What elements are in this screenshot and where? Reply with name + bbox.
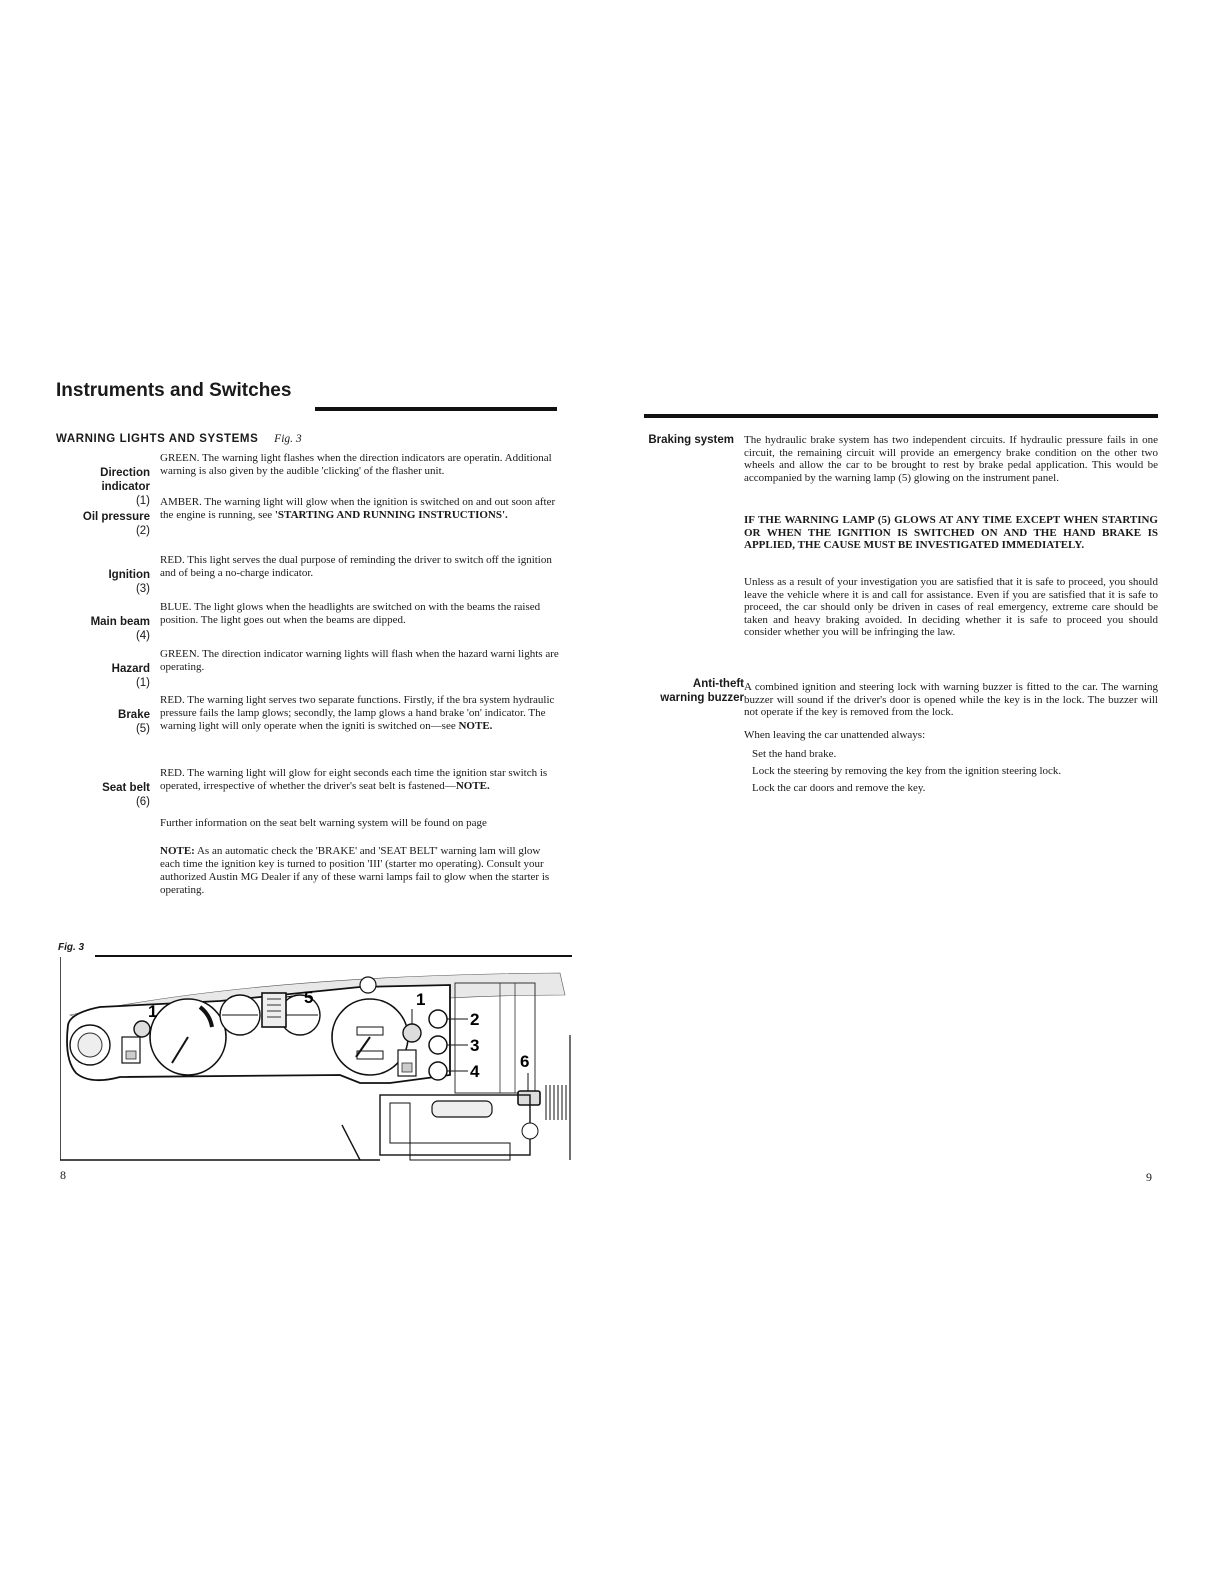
callout-2: 2 xyxy=(470,1010,480,1029)
entry-text: RED. This light serves the dual purpose of reminding the driver to switch off the ignition and of being a no-charge indicator. xyxy=(160,554,552,579)
entry-label xyxy=(20,767,150,823)
entry-text-ref: 'STARTING AND RUNNING INSTRUCTIONS'. xyxy=(274,509,508,521)
entry-label-text: Oil pressure xyxy=(82,511,150,523)
entry-label-text: Hazard xyxy=(111,663,150,675)
entry-number: (4) xyxy=(135,630,150,642)
callout-5: 5 xyxy=(304,988,314,1007)
warning-lamp-3 xyxy=(429,1036,447,1054)
entry-label-text: Brake xyxy=(118,709,150,721)
braking-label: Braking system xyxy=(648,434,734,446)
note-text: As an automatic check the 'BRAKE' and 'SEAT BELT' warning lam will glow each time the ignition key is turned to position 'III' (starter mo operating). Consult your authorized Austin MG Dealer if any of these warni lamps fail to glow when the starter is operating. xyxy=(160,845,550,896)
callout-1-right: 1 xyxy=(416,990,426,1009)
list-item: Set the hand brake. xyxy=(752,748,837,760)
braking-paragraph-3: Unless as a result of your investigation you are satisfied that it is safe to proceed, you should leave the vehicle where it is and call for assistance. Even if you are satisfied that it is safe to proceed, the car should only be driven in cases of real emergency, extreme care should be taken and heavy braking avoided. In deciding whether it is safe to proceed you should consider whether you will be infringing the law. xyxy=(744,576,1158,638)
list-item: Lock the car doors and remove the key. xyxy=(752,782,926,794)
page-number-left: 8 xyxy=(60,1168,66,1182)
entry-number: (1) xyxy=(135,677,150,689)
entry-number: (3) xyxy=(135,583,150,595)
entry-text xyxy=(160,496,560,522)
entry-number: (1) xyxy=(135,495,150,507)
entry-text: GREEN. The direction indicator warning lights will flash when the hazard warni lights are operating. xyxy=(160,648,559,673)
entry-number: (2) xyxy=(135,525,150,537)
entry-text-ref: NOTE. xyxy=(455,780,490,792)
title-rule-left xyxy=(315,407,557,411)
entry-text: GREEN. The warning light flashes when the direction indicators are operatin. Additional warning is also given by the audible 'clicking' of the flasher unit. xyxy=(160,452,552,477)
entry-text-main: RED. The warning light serves two separate functions. Firstly, if the bra system hydraulic pressure fails the lamp glows; secondly, the lamp glows a hand brake 'on' indicator. The warning light will only operate when the igniti is switched on—see xyxy=(160,694,555,732)
section-heading xyxy=(56,433,302,445)
callout-3: 3 xyxy=(470,1036,480,1055)
callout-6: 6 xyxy=(520,1052,530,1071)
entry-number: (5) xyxy=(135,723,150,735)
entry-label-text: Direction indicator xyxy=(100,467,150,493)
warning-lamp-4 xyxy=(429,1062,447,1080)
entry-label-text: Seat belt xyxy=(102,782,150,794)
antitheft-list xyxy=(752,746,1061,797)
further-info: Further information on the seat belt warning system will be found on page xyxy=(160,817,487,829)
page-number-right: 9 xyxy=(1146,1170,1152,1184)
entry-text xyxy=(160,694,560,733)
note-paragraph xyxy=(160,845,560,897)
figure-label: Fig. 3 xyxy=(58,942,85,953)
entry-number: (6) xyxy=(135,796,150,808)
section-heading-text: WARNING LIGHTS AND SYSTEMS xyxy=(56,433,259,445)
warning-lamp-1-right xyxy=(403,1024,421,1042)
entry-text-main: RED. The warning light will glow for eight seconds each time the ignition star switch is operated, irrespective of whether the driver's seat belt is fastened— xyxy=(160,767,548,792)
warning-lamp-5 xyxy=(262,993,286,1027)
entry-label-text: Main beam xyxy=(90,616,150,628)
page-title: Instruments and Switches xyxy=(56,380,292,401)
callout-4: 4 xyxy=(470,1062,480,1081)
braking-paragraph-1: The hydraulic brake system has two independent circuits. If hydraulic pressure fails in one circuit, the remaining circuit will provide an emergency brake condition on the other two wheels and allow the car to be brought to rest by brake pedal application. This would be accompanied by the warning lamp (5) glowing on the instrument panel. xyxy=(744,434,1158,484)
warning-lamp-1-left xyxy=(134,1021,150,1037)
note-lead: NOTE: xyxy=(160,845,195,857)
warning-lamp-2 xyxy=(429,1010,447,1028)
antitheft-paragraph-1: A combined ignition and steering lock with warning buzzer is fitted to the car. The warning buzzer will sound if the driver's door is opened while the key is in the lock. The buzzer will not operate if the key is removed from the lock. xyxy=(744,681,1158,718)
entry-label xyxy=(20,694,150,750)
warning-lamp-6 xyxy=(518,1091,540,1105)
title-rule-right xyxy=(644,414,1158,418)
braking-warning: IF THE WARNING LAMP (5) GLOWS AT ANY TIME EXCEPT WHEN STARTING OR WHEN THE IGNITION IS SWITCHED ON AND THE HAND BRAKE IS APPLIED, THE CAUSE MUST BE INVESTIGATED IMMEDIATELY. xyxy=(744,514,1158,551)
entry-text-ref: NOTE. xyxy=(458,720,493,732)
antitheft-paragraph-2: When leaving the car unattended always: xyxy=(744,729,926,741)
list-item: Lock the steering by removing the key from the ignition steering lock. xyxy=(752,765,1062,777)
callout-1-left: 1 xyxy=(148,1002,158,1021)
dashboard-figure xyxy=(60,955,572,1165)
entry-text-main: AMBER. The warning light will glow when the ignition is switched on and out soon after the engine is running, see xyxy=(160,496,556,521)
entry-text: BLUE. The light glows when the headlights are switched on with the beams the raised position. The light goes out when the beams are dipped. xyxy=(160,601,541,626)
entry-label-text: Ignition xyxy=(108,569,150,581)
antitheft-label: Anti-theft warning buzzer xyxy=(660,678,744,704)
entry-label xyxy=(20,496,150,552)
entry-text xyxy=(160,767,560,793)
section-fig-ref: Fig. 3 xyxy=(274,433,302,445)
